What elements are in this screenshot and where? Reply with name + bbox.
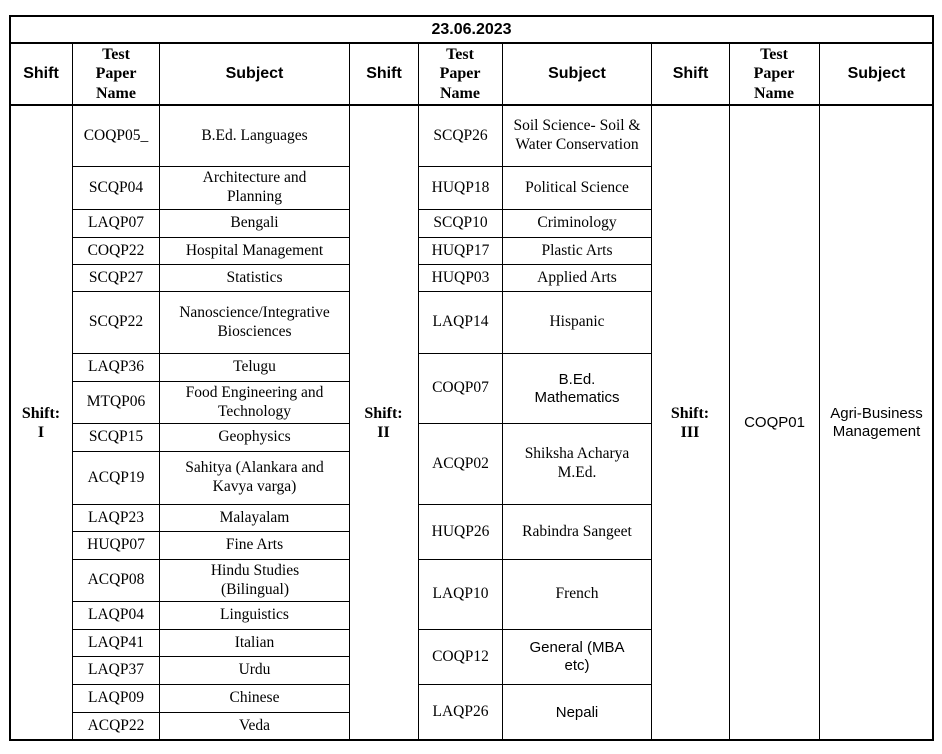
table-row-subject: Sahitya (Alankara and Kavya varga) (185, 459, 324, 495)
table-row-code: COQP22 (87, 241, 145, 259)
table-row-code: COQP01 (744, 414, 805, 431)
table-row-code: LAQP41 (88, 633, 144, 651)
table-row-subject: Chinese (229, 689, 280, 707)
table-row-subject: Italian (234, 633, 275, 651)
table-row-subject: Hospital Management (185, 241, 324, 259)
table-row-subject: Malayalam (219, 508, 290, 526)
table-row-subject: Rabindra Sangeet (522, 522, 632, 540)
table-row-code: SCQP26 (433, 126, 488, 144)
table-row-code: ACQP08 (87, 571, 145, 589)
table-row-subject: French (555, 585, 599, 603)
table-row-code: LAQP04 (88, 606, 144, 624)
table-row-code: LAQP07 (88, 214, 144, 232)
table-row-subject: Applied Arts (537, 268, 617, 286)
table-row-subject: Urdu (238, 661, 271, 679)
table-row-code: HUQP03 (431, 268, 490, 286)
table-row-subject: Linguistics (220, 606, 289, 624)
table-row-subject: Nepali (555, 703, 599, 721)
table-row-subject: Agri-Business Management (830, 405, 923, 440)
header-subject-1: Subject (225, 65, 284, 83)
table-row-subject: Nanoscience/Integrative Biosciences (179, 303, 330, 340)
table-row-code: HUQP07 (87, 536, 145, 554)
table-row-subject: Statistics (226, 268, 283, 286)
table-row-subject: Hindu Studies (Bilingual) (210, 561, 300, 598)
table-row-subject: Telugu (233, 358, 276, 376)
header-shift-3: Shift (672, 65, 709, 83)
table-row-code: MTQP06 (86, 393, 146, 411)
shift-2-label: Shift: II (364, 404, 403, 441)
table-row-code: LAQP09 (88, 689, 144, 707)
table-row-subject: Plastic Arts (541, 241, 613, 259)
table-row-subject: Fine Arts (225, 536, 284, 554)
table-row-code: LAQP14 (432, 313, 489, 331)
table-row-code: SCQP22 (88, 313, 144, 331)
table-row-code: SCQP10 (433, 214, 488, 232)
table-row-subject: Shiksha Acharya M.Ed. (524, 445, 630, 481)
header-test-paper-1: Test Paper Name (95, 46, 137, 102)
table-row-code: COQP07 (432, 379, 489, 397)
table-row-subject: B.Ed. Languages (201, 126, 308, 144)
header-subject-3: Subject (847, 65, 906, 83)
header-shift-1: Shift (23, 65, 59, 83)
table-row-code: HUQP17 (431, 241, 490, 259)
header-test-paper-3: Test Paper Name (753, 46, 795, 102)
table-row-subject: Food Engineering and Technology (185, 383, 324, 420)
header-test-paper-2: Test Paper Name (439, 46, 481, 102)
table-row-subject: Veda (239, 717, 270, 735)
table-row-code: COQP12 (432, 647, 489, 665)
header-shift-2: Shift (366, 65, 402, 83)
table-row-code: SCQP27 (88, 268, 144, 286)
shift-3-label: Shift: III (670, 404, 710, 441)
table-row-subject: Political Science (525, 178, 629, 196)
table-row-subject: Hispanic (549, 313, 605, 331)
divider (502, 43, 503, 740)
table-row-subject: Criminology (537, 214, 617, 232)
table-row-subject: Geophysics (218, 428, 291, 446)
table-row-code: LAQP10 (432, 585, 489, 603)
table-row-code: ACQP02 (432, 454, 489, 472)
header-subject-2: Subject (548, 65, 606, 83)
table-row-subject: Bengali (230, 214, 279, 232)
table-row-code: HUQP18 (431, 178, 490, 196)
table-row-code: LAQP36 (88, 358, 144, 376)
table-row-code: ACQP19 (87, 468, 145, 486)
divider (819, 43, 820, 740)
table-row-code: SCQP15 (88, 428, 144, 446)
table-row-subject: Soil Science- Soil & Water Conservation (513, 117, 641, 153)
date-title: 23.06.2023 (431, 21, 512, 39)
table-row-code: LAQP37 (88, 661, 144, 679)
table-row-code: COQP05_ (83, 126, 149, 144)
table-row-subject: Architecture and Planning (202, 169, 307, 205)
table-row-code: HUQP26 (431, 522, 490, 540)
table-row-code: LAQP23 (88, 508, 144, 526)
table-row-code: LAQP26 (432, 703, 489, 721)
table-row-code: ACQP22 (87, 717, 145, 735)
shift-1-label: Shift: I (21, 404, 61, 441)
table-row-subject: B.Ed. Mathematics (534, 370, 620, 406)
table-row-code: SCQP04 (88, 178, 144, 196)
table-row-subject: General (MBA etc) (529, 639, 625, 674)
